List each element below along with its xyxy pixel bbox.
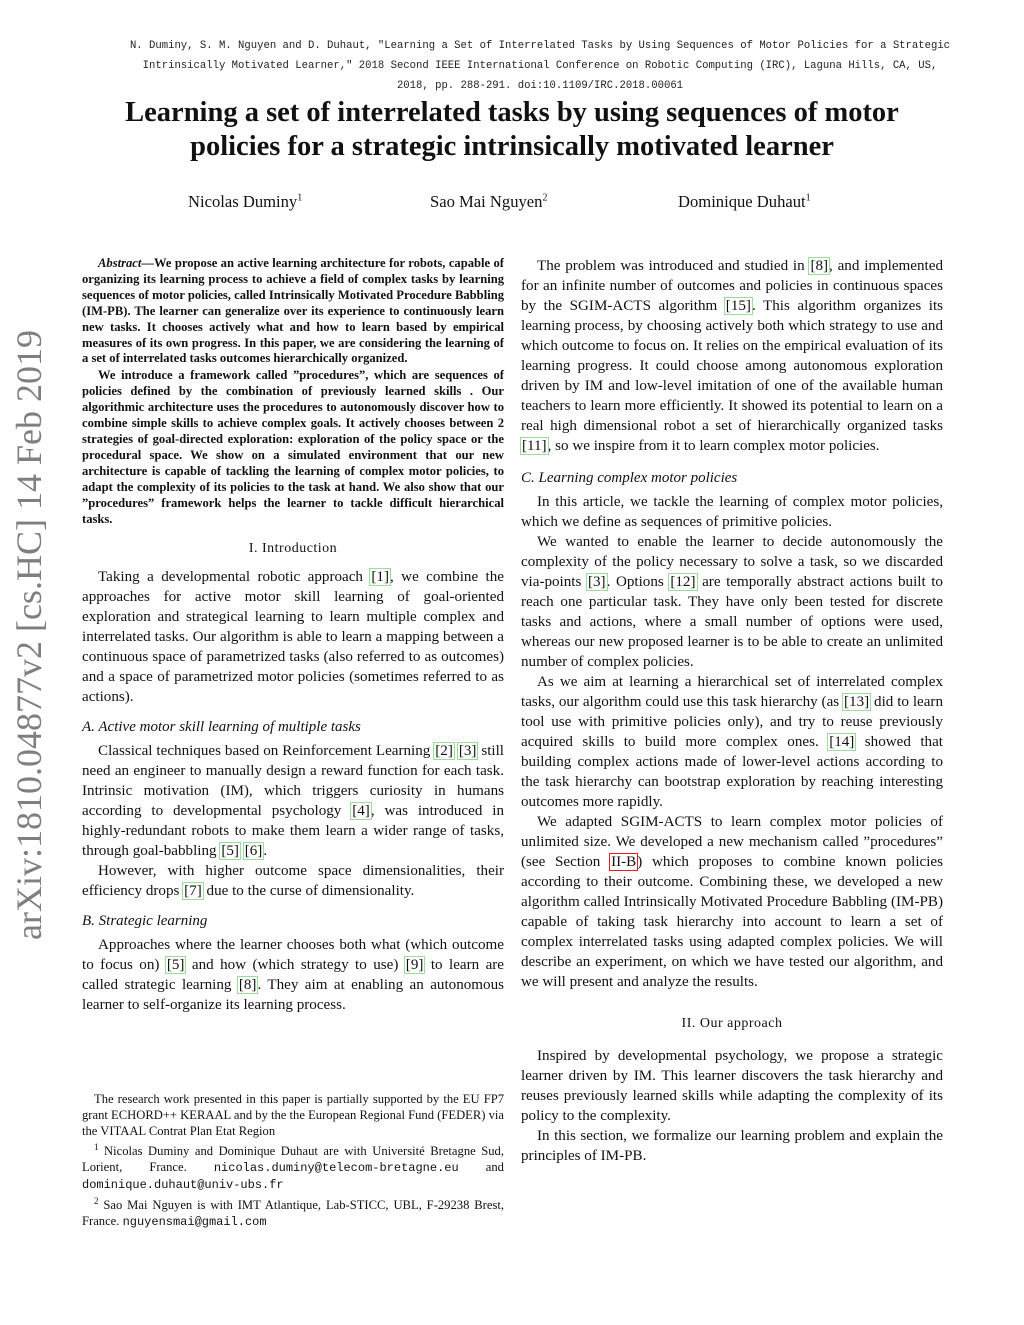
citation-link[interactable]: [12] — [670, 574, 696, 590]
author-name: Nicolas Duminy — [188, 192, 298, 211]
author-name: Dominique Duhaut — [678, 192, 806, 211]
body-paragraph — [521, 812, 943, 992]
body-paragraph — [521, 532, 943, 672]
text-run: Approaches where the learner chooses both what (which outcome to focus on) — [82, 937, 504, 974]
citation-link[interactable]: [3] — [458, 743, 477, 760]
body-paragraph: In this section, we formalize our learning problem and explain the principles of IM-PB. — [521, 1128, 943, 1164]
section-xref-link[interactable]: II-B — [611, 854, 637, 870]
citation-link[interactable]: [14] — [829, 734, 855, 750]
text-run: However, with higher outcome space dimensionalities, their efficiency drops — [82, 863, 504, 900]
title-line: Learning a set of interrelated tasks by using sequences of motor — [125, 97, 899, 128]
text-run: and how (which strategy to use) — [185, 957, 405, 974]
footnotes — [82, 1092, 504, 1231]
text-run: . — [263, 843, 268, 860]
email-link[interactable]: nicolas.duminy@telecom-bretagne.eu — [213, 1160, 459, 1175]
text-run: and — [458, 1159, 504, 1174]
text-run: . They aim at enabling an autonomous learner to self-organize its learning process. — [82, 977, 504, 1014]
text-run: to learn are called strategic learning — [82, 957, 505, 994]
citation-line: N. Duminy, S. M. Nguyen and D. Duhaut, "Learning a Set of Interrelated Tasks by Using Sequences of Motor Policies for a Strategic — [129, 40, 951, 52]
body-paragraph: Inspired by developmental psychology, we propose a strategic learner driven by IM. This learner discovers the task hierarchy and reuses previously learned skills while adapting the complexity of its policy to the complexity. — [521, 1048, 943, 1124]
text-run: showed that building complex actions made of lower-level actions according to the task hierarchy can bootstrap exploration by reaching interesting outcomes more rapidly. — [521, 734, 943, 810]
text-run: The problem was introduced and studied in — [537, 258, 810, 274]
text-run: Classical techniques based on Reinforcement Learning — [98, 743, 435, 760]
citation-line: Intrinsically Motivated Learner," 2018 Second IEEE International Conference on Robotic Computing (IRC), Laguna Hills, CA, US, — [142, 60, 938, 72]
paper-title — [60, 96, 964, 164]
text-run: still need an engineer to manually design a reward function for each task. Intrinsic motivation (IM), which triggers curiosity in humans according to developmental psychology — [82, 743, 505, 820]
text-run: are temporally abstract actions built to reach one particular task. They have only been tested for discrete tasks and actions, where a small number of options were used, whereas our new proposed learner is to be able to create an unlimited number of complex policies. — [521, 574, 943, 670]
subsection-heading: B. Strategic learning — [82, 913, 208, 930]
email-link[interactable]: dominique.duhaut@univ-ubs.fr — [82, 1177, 284, 1192]
citation-link[interactable]: [5] — [166, 957, 185, 974]
citation-line: 2018, pp. 288-291. doi:10.1109/IRC.2018.00061 — [396, 80, 684, 92]
body-paragraph — [82, 741, 504, 861]
citation-link[interactable]: [3] — [587, 574, 606, 590]
footnote-affiliation — [82, 1140, 504, 1194]
text-run: , we combine the approaches for active motor skill learning of goal-oriented exploration and strategical learning to learn multiple complex and interrelated tasks. Our algorithm is able to learn a mapping between a continuous space of parametrized tasks (also referred to as outcomes) and a space of parametrized motor policies (sometimes referred to as actions). — [82, 569, 505, 706]
citation-link[interactable]: [4] — [352, 803, 370, 820]
title-line: policies for a strategic intrinsically motivated learner — [190, 131, 834, 162]
author-affiliation-mark: 1 — [297, 192, 303, 204]
author-name: Sao Mai Nguyen — [430, 192, 543, 211]
text-run: We wanted to enable the learner to decide autonomously the complexity of the policy necessary to solve a task, so we discarded via-points — [521, 534, 943, 590]
footnote-mark: 1 — [94, 1141, 99, 1152]
body-paragraph — [521, 256, 943, 456]
footnote-mark: 2 — [94, 1195, 99, 1206]
author — [430, 192, 547, 212]
abstract-paragraph: We introduce a framework called ”procedures”, which are sequences of policies defined by the combination of previously learned skills . Our algorithmic architecture uses the procedures to autonomously discover how to combine simple skills to achieve complex goals. It actively chooses between 2 strategies of goal-directed exploration: exploration of the policy space or the procedural space. We show on a simulated environment that our new architecture is capable of tackling the learning of complex motor policies, to adapt the complexity of its policies to the task at hand. We also show that our ”procedures” framework helps the learner to tackle difficult hierarchical tasks. — [82, 368, 504, 526]
author — [678, 192, 811, 212]
citation-link[interactable]: [7] — [184, 883, 202, 900]
footnote-funding: The research work presented in this paper is partially supported by the EU FP7 grant ECHORD++ KERAAL and by the the European Regional Fund (FEDER) via the VITAAL Contrat Plan Etat Region — [82, 1092, 504, 1138]
citation-link[interactable]: [9] — [405, 957, 424, 974]
text-run: did to learn tool use with primitive policies only), and try to reuse previously acquired skills to build more complex ones. — [521, 694, 943, 750]
arxiv-stamp: arXiv:1810.04877v2 [cs.HC] 14 Feb 2019 — [9, 330, 49, 940]
citation-link[interactable]: [2] — [435, 743, 453, 760]
footnote-affiliation — [82, 1194, 504, 1231]
email-link[interactable]: nguyensmai@gmail.com — [122, 1214, 267, 1229]
section-heading: I. Introduction — [248, 541, 338, 557]
author-affiliation-mark: 2 — [542, 192, 548, 204]
text-run: Sao Mai Nguyen is with IMT Atlantique, Lab-STICC, UBL, F-29238 Brest, France. — [82, 1197, 504, 1228]
text-run: . This algorithm organizes its learning process, by choosing actively both which strategy to use and which outcome to focus on. It relies on the empirical evaluation of its learning progress. It could choose among autonomous exploration driven by IM and low-level imitation of one of the available human teachers to learn more efficiently. It showed its potential to learn on a real high dimensional robot a set of hierarchically organized tasks — [521, 298, 944, 434]
citation-link[interactable]: [8] — [810, 258, 829, 274]
body-paragraph: In this article, we tackle the learning of complex motor policies, which we define as sequences of primitive policies. — [521, 494, 943, 530]
citation-link[interactable]: [13] — [844, 694, 870, 710]
citation-link[interactable]: [5] — [221, 843, 239, 860]
text-run: ) which proposes to combine known policies according to their outcome. Combining these, we developed a new algorithm called Intrinsically Motivated Procedure Babbling (IM-PB) capable of taking task hierarchy into account to learn a set of complex interrelated tasks using adapted complex policies. We will describe an experiment, on which we have tested our algorithm, and we will present and analyze the results. — [521, 854, 943, 990]
body-paragraph — [82, 935, 504, 1015]
text-run: , and implemented for an infinite number of outcomes and policies in continuous spaces by the SGIM-ACTS algorithm — [521, 258, 943, 314]
text-run: We adapted SGIM-ACTS to learn complex motor policies of unlimited size. We developed a new mechanism called ”procedures” (see Section — [521, 814, 943, 870]
body-paragraph — [82, 567, 504, 707]
citation-link[interactable]: [15] — [725, 298, 751, 314]
text-run: Taking a developmental robotic approach — [98, 569, 371, 586]
citation-link[interactable]: [1] — [371, 569, 389, 586]
abstract-paragraph — [82, 256, 504, 367]
body-paragraph — [521, 672, 943, 812]
author — [188, 192, 302, 212]
citation-header — [40, 36, 1024, 96]
text-run: due to the curse of dimensionality. — [202, 883, 415, 900]
subsection-heading: A. Active motor skill learning of multiple tasks — [82, 719, 361, 736]
citation-link[interactable]: [6] — [244, 843, 263, 860]
citation-link[interactable]: [8] — [238, 977, 257, 994]
body-paragraph — [82, 861, 504, 901]
abstract-text: —We propose an active learning architecture for robots, capable of organizing its learning process to achieve a field of complex tasks by learning sequences of motor policies, called Intrinsically Motivated Procedure Babbling (IM-PB). The learner can generalize over its experience to continuously learn new tasks. It chooses actively what and how to learn based by empirical measures of its own progress. In this paper, we are considering the learning of a set of interrelated tasks outcomes hierarchically organized. — [82, 256, 504, 366]
text-run: As we aim at learning a hierarchical set of interrelated complex tasks, our algorithm could use this task hierarchy (as — [521, 674, 943, 710]
citation-link[interactable]: [11] — [522, 438, 547, 454]
text-run: Nicolas Duminy and Dominique Duhaut are with Université Bretagne Sud, Lorient, France. — [82, 1143, 504, 1174]
author-list — [0, 192, 1024, 216]
right-column — [521, 256, 943, 1166]
text-run: . Options — [606, 574, 670, 590]
section-heading: II. Our approach — [681, 1016, 783, 1031]
text-run: , was introduced in highly-redundant robots to make them learn a wider range of tasks, through goal-babbling — [82, 803, 504, 860]
subsection-heading: C. Learning complex motor policies — [521, 470, 738, 486]
text-run: , so we inspire from it to learn complex motor policies. — [547, 438, 880, 454]
author-affiliation-mark: 1 — [805, 192, 811, 204]
abstract-label: Abstract — [98, 256, 142, 270]
left-column — [82, 256, 504, 1015]
